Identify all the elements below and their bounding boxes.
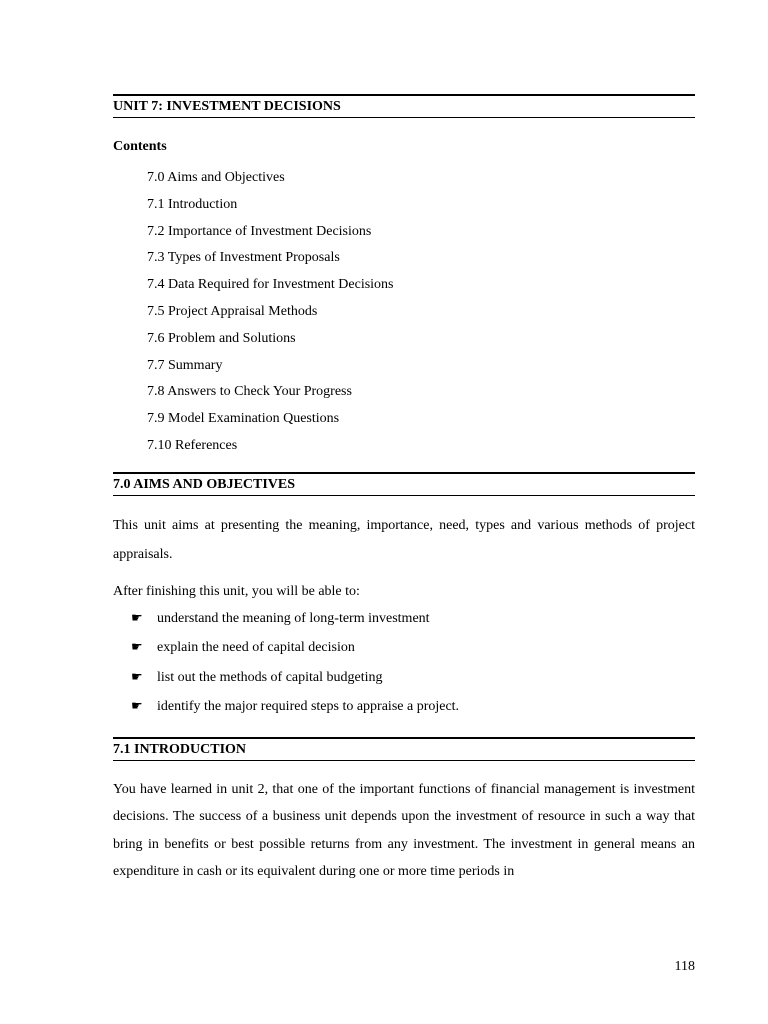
contents-item: 7.2 Importance of Investment Decisions [147,223,372,239]
pointing-hand-icon: ☛ [131,669,143,685]
pointing-hand-icon: ☛ [131,698,143,714]
intro-heading: 7.1 INTRODUCTION [113,737,695,761]
objective-item [131,604,459,633]
contents-item: 7.4 Data Required for Investment Decisions [147,277,394,293]
intro-paragraph: You have learned in unit 2, that one of the important functions of financial management is investment decisions. The success of a business unit depends upon the investment of resource in such a way that bring in benefits or best possible returns from any investment. The investment in general means an expenditure in cash or its equivalent during one or more time periods in [113,782,695,880]
contents-list [147,165,394,460]
objective-item [131,692,459,721]
aims-paragraph: This unit aims at presenting the meaning, importance, need, types and various methods of project appraisals. [113,518,695,562]
contents-item: 7.6 Problem and Solutions [147,330,296,346]
contents-item: 7.10 References [147,437,238,453]
contents-item: 7.5 Project Appraisal Methods [147,303,318,319]
contents-item: 7.1 Introduction [147,196,238,212]
contents-item: 7.0 Aims and Objectives [147,170,285,185]
objective-text: identify the major required steps to appraise a project. [157,698,460,714]
contents-label: Contents [113,139,167,154]
aims-heading: 7.0 AIMS AND OBJECTIVES [113,472,695,496]
contents-item: 7.7 Summary [147,357,223,373]
contents-item: 7.9 Model Examination Questions [147,411,340,427]
objective-text: list out the methods of capital budgeting [157,669,383,685]
objectives-list [131,604,459,721]
pointing-hand-icon: ☛ [131,611,143,626]
contents-item: 7.8 Answers to Check Your Progress [147,384,352,400]
objective-text: understand the meaning of long-term investment [157,611,430,626]
unit-heading: UNIT 7: INVESTMENT DECISIONS [113,94,695,118]
contents-item: 7.3 Types of Investment Proposals [147,250,340,266]
objective-item [131,663,459,692]
page-number: 118 [674,959,695,974]
pointing-hand-icon: ☛ [131,640,143,656]
aims-lead-in: After finishing this unit, you will be able to: [113,584,360,599]
objective-text: explain the need of capital decision [157,640,355,656]
objective-item [131,633,459,662]
